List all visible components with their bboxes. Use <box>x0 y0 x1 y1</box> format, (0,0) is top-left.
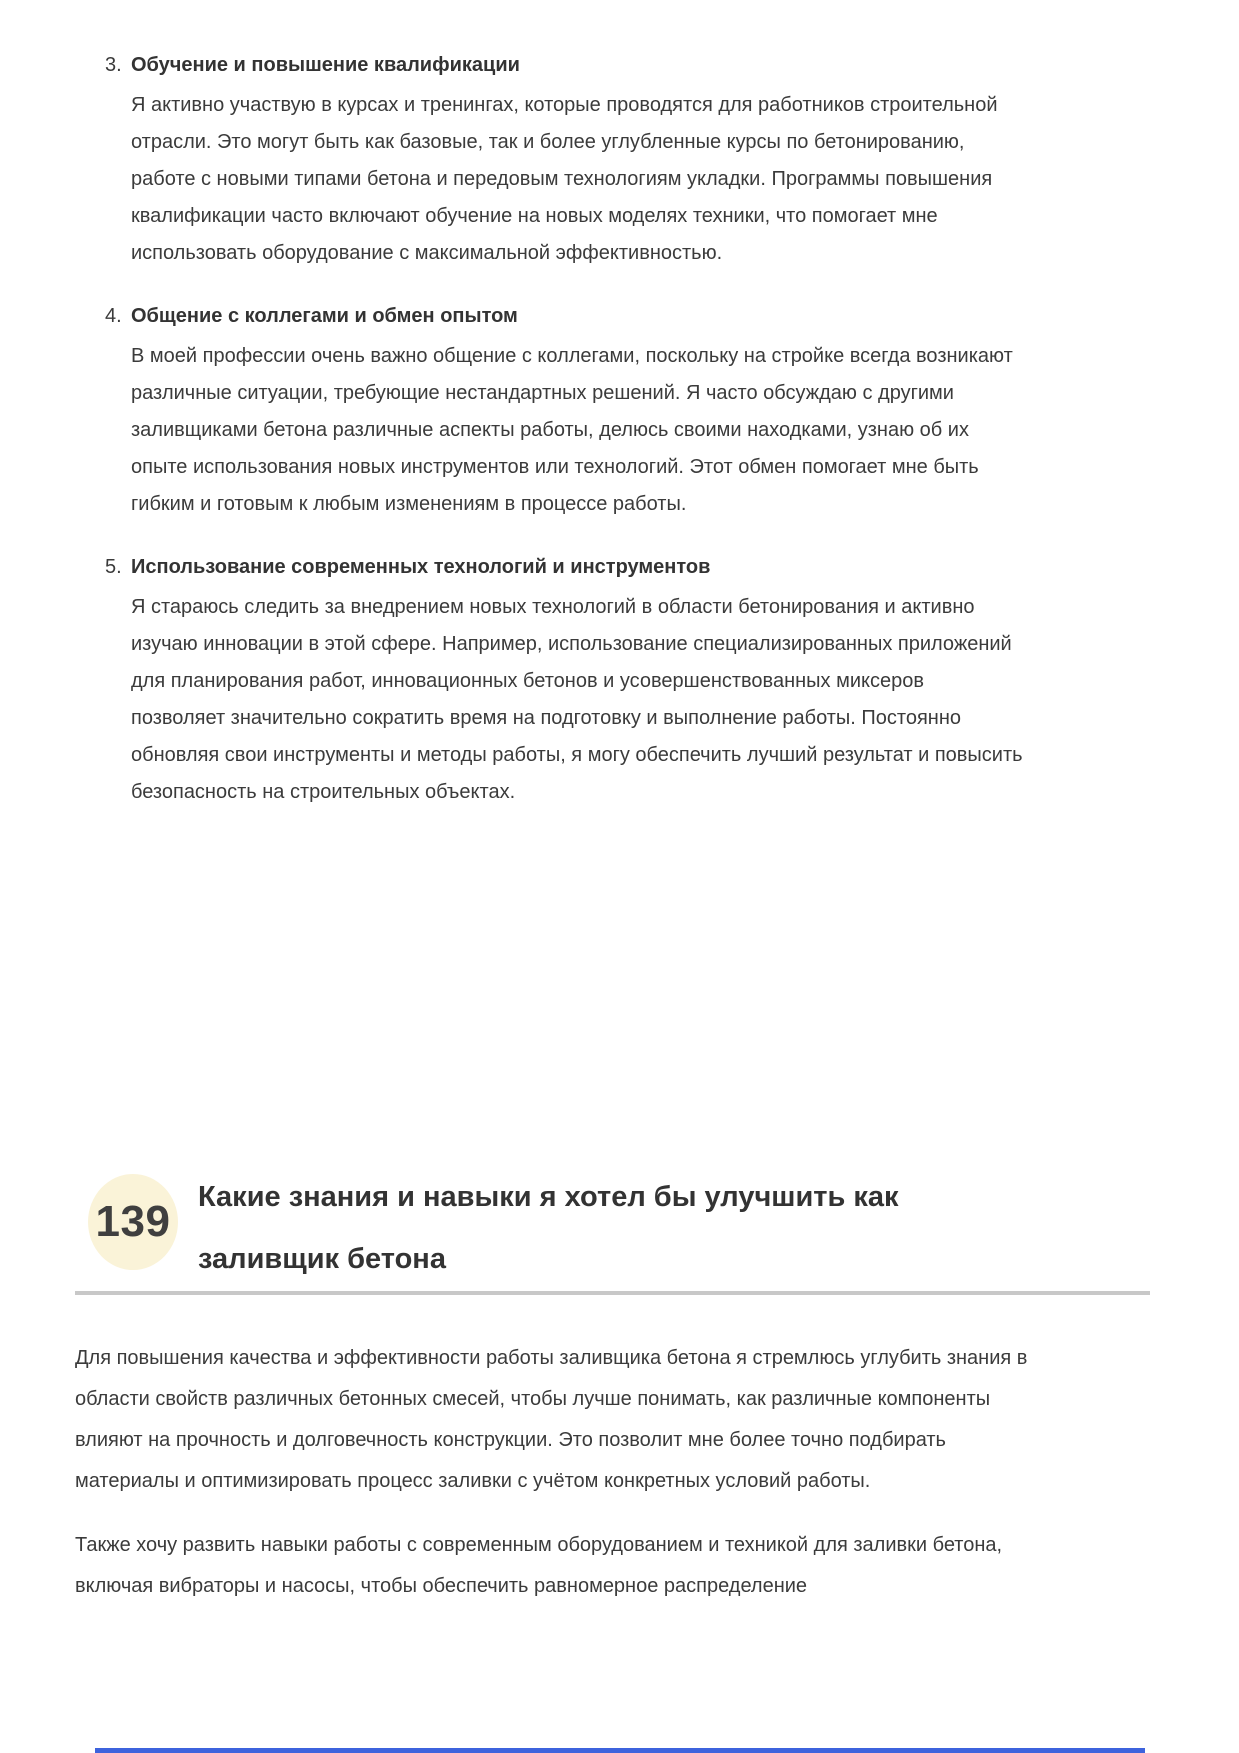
bottom-section-divider <box>95 1748 1145 1753</box>
answer-paragraph: Для повышения качества и эффективности работы заливщика бетона я стремлюсь углубить знания в области свойств различных бетонных смесей, чтобы лучше понимать, как различные компоненты влияют на прочность и долговечность конструкции. Это позволит мне более точно подбирать материалы и оптимизировать процесс заливки с учётом конкретных условий работы. <box>75 1347 1028 1492</box>
list-item-body: Я стараюсь следить за внедрением новых технологий в области бетонирования и активно изучаю инновации в этой сфере. Например, использование специализированных приложений для планирования работ, инновационных бетонов и усовершенствованных миксеров позволяет значительно сократить время на подготовку и выполнение работы. Постоянно обновляя свои инструменты и методы работы, я могу обеспечить лучший результат и повысить безопасность на строительных объектах. <box>131 596 1023 803</box>
title-divider <box>75 1291 1150 1295</box>
list-item-content <box>131 301 1023 523</box>
list-item-title: Использование современных технологий и инструментов <box>131 556 711 578</box>
list-item-number: 5. <box>105 556 122 578</box>
answer-text <box>75 1338 1033 1630</box>
list-item-body: Я активно участвую в курсах и тренингах, которые проводятся для работников строительной отрасли. Это могут быть как базовые, так и более углубленные курсы по бетонированию, работе с новыми типами бетона и передовым технологиям укладки. Программы повышения квалификации часто включают обучение на новых моделях техники, что помогает мне использовать оборудование с максимальной эффективностью. <box>131 94 998 264</box>
list-item-content <box>131 552 1023 811</box>
list-item-number: 3. <box>105 54 122 76</box>
list-item-number: 4. <box>105 305 122 327</box>
list-item-content <box>131 50 1023 272</box>
section-title: Какие знания и навыки я хотел бы улучшить как заливщик бетона <box>198 1181 899 1275</box>
list-item-title: Общение с коллегами и обмен опытом <box>131 305 518 327</box>
list-item <box>105 50 1025 272</box>
list-item-title: Обучение и повышение квалификации <box>131 54 520 76</box>
list-item <box>105 301 1025 523</box>
answer-paragraph: Также хочу развить навыки работы с современным оборудованием и техникой для заливки бетона, включая вибраторы и насосы, чтобы обеспечить равномерное распределение <box>75 1534 1003 1597</box>
numbered-list <box>105 50 1025 840</box>
section-number-badge <box>88 1174 178 1270</box>
list-item <box>105 552 1025 811</box>
section-number: 139 <box>95 1197 171 1246</box>
list-item-body: В моей профессии очень важно общение с коллегами, поскольку на стройке всегда возникают различные ситуации, требующие нестандартных решений. Я часто обсуждаю с другими заливщиками бетона различные аспекты работы, делюсь своими находками, узнаю об их опыте использования новых инструментов или технологий. Этот обмен помогает мне быть гибким и готовым к любым изменениям в процессе работы. <box>131 345 1013 515</box>
